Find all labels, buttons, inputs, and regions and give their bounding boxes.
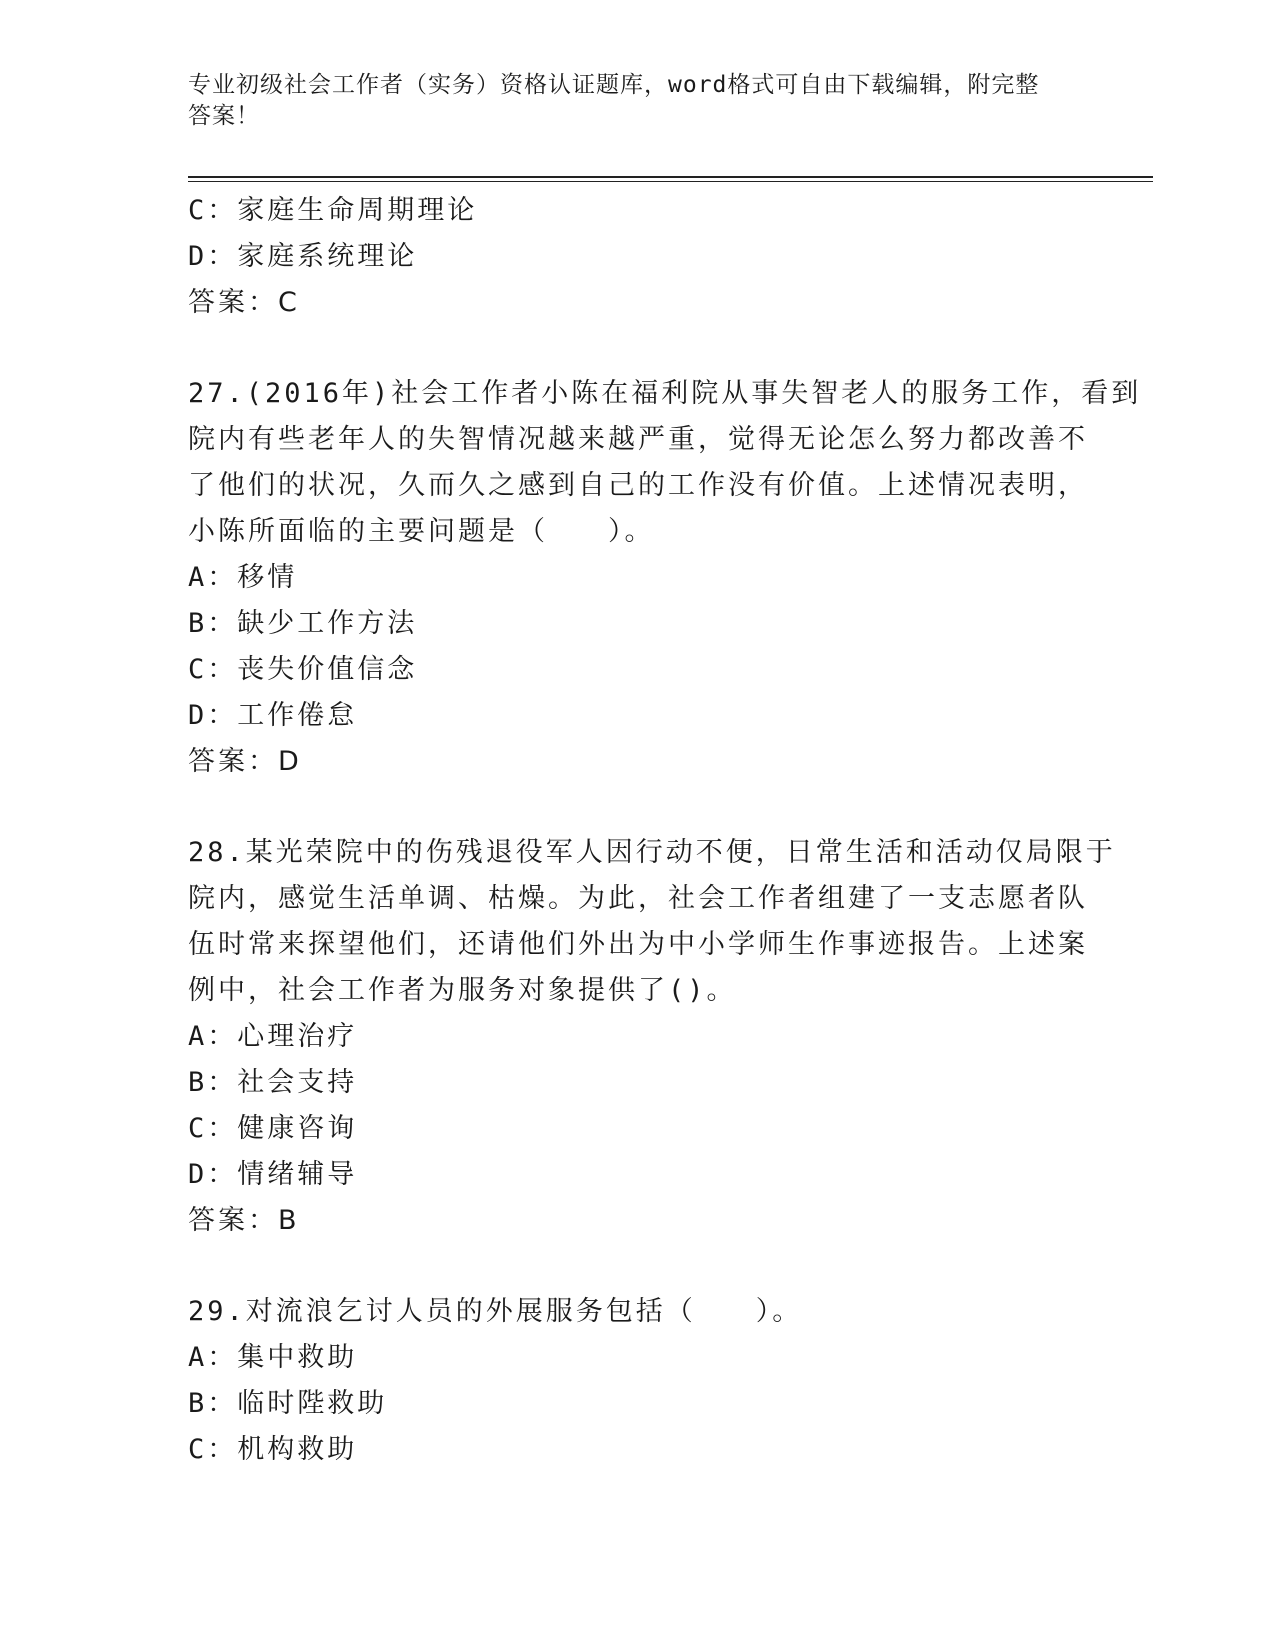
question-text-line: 院内有些老年人的失智情况越来越严重，觉得无论怎么努力都改善不 — [188, 424, 1088, 455]
document-header — [188, 70, 1068, 132]
header-divider-thick — [188, 176, 1153, 178]
option-c: C：家庭生命周期理论 — [188, 195, 478, 226]
option-b: B：临时陛救助 — [188, 1388, 388, 1419]
answer-line: 答案：C — [188, 287, 300, 318]
option-c: C：机构救助 — [188, 1434, 358, 1465]
answer-line: 答案：D — [188, 746, 302, 777]
option-c: C：健康咨询 — [188, 1113, 358, 1144]
question-27 — [188, 371, 1142, 785]
option-d: D：工作倦怠 — [188, 700, 358, 731]
question-26-tail — [188, 188, 1088, 326]
question-text-line: 27.(2016年)社会工作者小陈在福利院从事失智老人的服务工作，看到 — [188, 378, 1142, 409]
answer-line: 答案：B — [188, 1205, 300, 1236]
question-text-line: 例中，社会工作者为服务对象提供了()。 — [188, 975, 737, 1006]
document-body — [188, 188, 1142, 1473]
option-c: C：丧失价值信念 — [188, 654, 418, 685]
question-text-line: 伍时常来探望他们，还请他们外出为中小学师生作事迹报告。上述案 — [188, 929, 1088, 960]
question-text-line: 29.对流浪乞讨人员的外展服务包括（ ）。 — [188, 1296, 803, 1327]
question-29 — [188, 1289, 1088, 1473]
option-b: B：缺少工作方法 — [188, 608, 418, 639]
option-a: A：心理治疗 — [188, 1021, 358, 1052]
question-text-line: 院内，感觉生活单调、枯燥。为此，社会工作者组建了一支志愿者队 — [188, 883, 1088, 914]
question-text-line: 了他们的状况，久而久之感到自己的工作没有价值。上述情况表明， — [188, 470, 1088, 501]
option-a: A：集中救助 — [188, 1342, 358, 1373]
question-text-line: 28.某光荣院中的伤残退役军人因行动不便，日常生活和活动仅局限于 — [188, 837, 1116, 868]
option-d: D：情绪辅导 — [188, 1159, 358, 1190]
question-text-line: 小陈所面临的主要问题是（ ）。 — [188, 516, 655, 547]
option-d: D：家庭系统理论 — [188, 241, 418, 272]
header-line-2: 答案！ — [188, 103, 260, 129]
spacer — [188, 1244, 1088, 1289]
spacer — [188, 326, 1088, 371]
spacer — [188, 785, 1088, 830]
header-line-1: 专业初级社会工作者（实务）资格认证题库，word格式可自由下载编辑，附完整 — [188, 72, 1040, 98]
option-b: B：社会支持 — [188, 1067, 358, 1098]
header-divider-thin — [188, 181, 1153, 182]
option-a: A：移情 — [188, 562, 298, 593]
question-28 — [188, 830, 1116, 1244]
